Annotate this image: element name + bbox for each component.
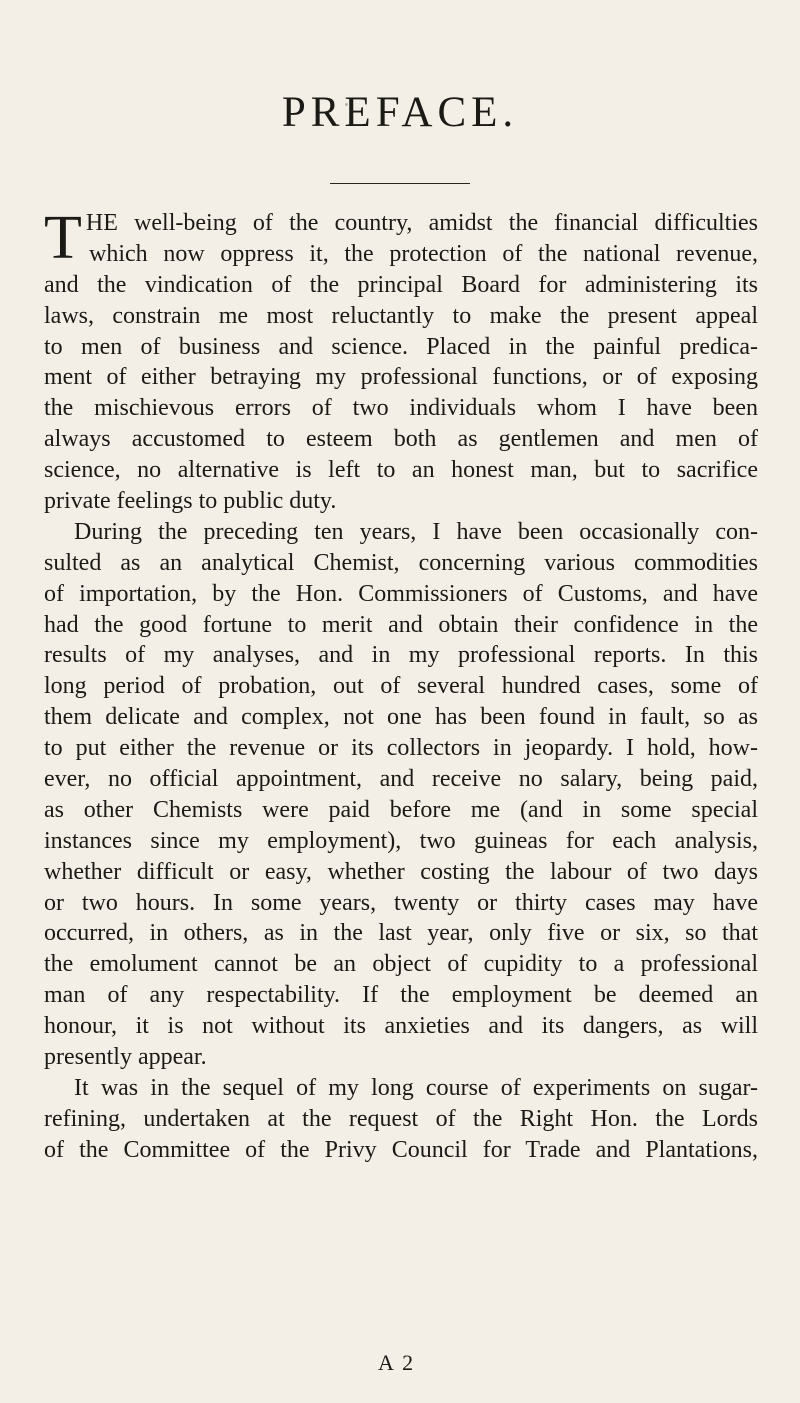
- page-title: PREFACE.: [281, 89, 519, 136]
- signature-mark: A 2: [378, 1350, 416, 1375]
- text-line: long period of probation, out of several hundred cases, some of: [44, 673, 758, 700]
- text-line: or two hours. In some years, twenty or thirty cases may have: [44, 889, 758, 916]
- text-line: them delicate and complex, not one has been found in fault, so as: [44, 704, 758, 731]
- text-line: to men of business and science. Placed in the painful predica-: [44, 333, 758, 360]
- drop-cap: T: [44, 204, 82, 272]
- text-line: HE well-being of the country, amidst the financial difficulties: [85, 210, 758, 236]
- text-line: as other Chemists were paid before me (and in some special: [44, 796, 758, 823]
- text-line: laws, constrain me most reluctantly to make the present appeal: [44, 302, 758, 329]
- text-line: which now oppress it, the protection of the national revenue,: [89, 240, 758, 267]
- text-line: had the good fortune to merit and obtain their confidence in the: [44, 611, 758, 638]
- text-line: of the Committee of the Privy Council for Trade and Plantations,: [44, 1136, 758, 1163]
- paragraph-1: [44, 204, 758, 517]
- text-line: sulted as an analytical Chemist, concerning various commodities: [44, 549, 758, 576]
- title-rule: [330, 183, 470, 184]
- text-line: refining, undertaken at the request of the Right Hon. the Lords: [44, 1105, 758, 1132]
- text-line: honour, it is not without its anxieties and its dangers, as will: [44, 1013, 758, 1040]
- text-line: During the preceding ten years, I have been occasionally con-: [74, 518, 758, 545]
- text-line: man of any respectability. If the employment be deemed an: [44, 982, 758, 1009]
- text-line: science, no alternative is left to an honest man, but to sacrifice: [44, 457, 758, 484]
- text-line: results of my analyses, and in my professional reports. In this: [44, 642, 758, 669]
- preface-body: [44, 204, 758, 1166]
- text-line: instances since my employment), two guineas for each analysis,: [44, 827, 758, 854]
- text-line: presently appear.: [44, 1044, 207, 1071]
- paragraph-3: [44, 1073, 758, 1166]
- text-line: of importation, by the Hon. Commissioners of Customs, and have: [44, 580, 758, 607]
- text-line: ever, no official appointment, and receive no salary, being paid,: [44, 766, 758, 793]
- text-line: to put either the revenue or its collectors in jeopardy. I hold, how-: [44, 735, 758, 762]
- text-line: It was in the sequel of my long course of experiments on sugar-: [74, 1074, 758, 1101]
- text-line: and the vindication of the principal Board for administering its: [44, 271, 758, 298]
- text-line: private feelings to public duty.: [44, 488, 337, 515]
- text-line: the emolument cannot be an object of cupidity to a professional: [44, 951, 758, 978]
- text-line: whether difficult or easy, whether costing the labour of two days: [44, 858, 758, 885]
- text-line: the mischievous errors of two individuals whom I have been: [44, 395, 758, 422]
- text-line: occurred, in others, as in the last year, only five or six, so that: [44, 920, 758, 947]
- text-line: ment of either betraying my professional functions, or of exposing: [44, 364, 758, 391]
- paragraph-2: [44, 517, 758, 1073]
- text-line: always accustomed to esteem both as gentlemen and men of: [44, 426, 758, 453]
